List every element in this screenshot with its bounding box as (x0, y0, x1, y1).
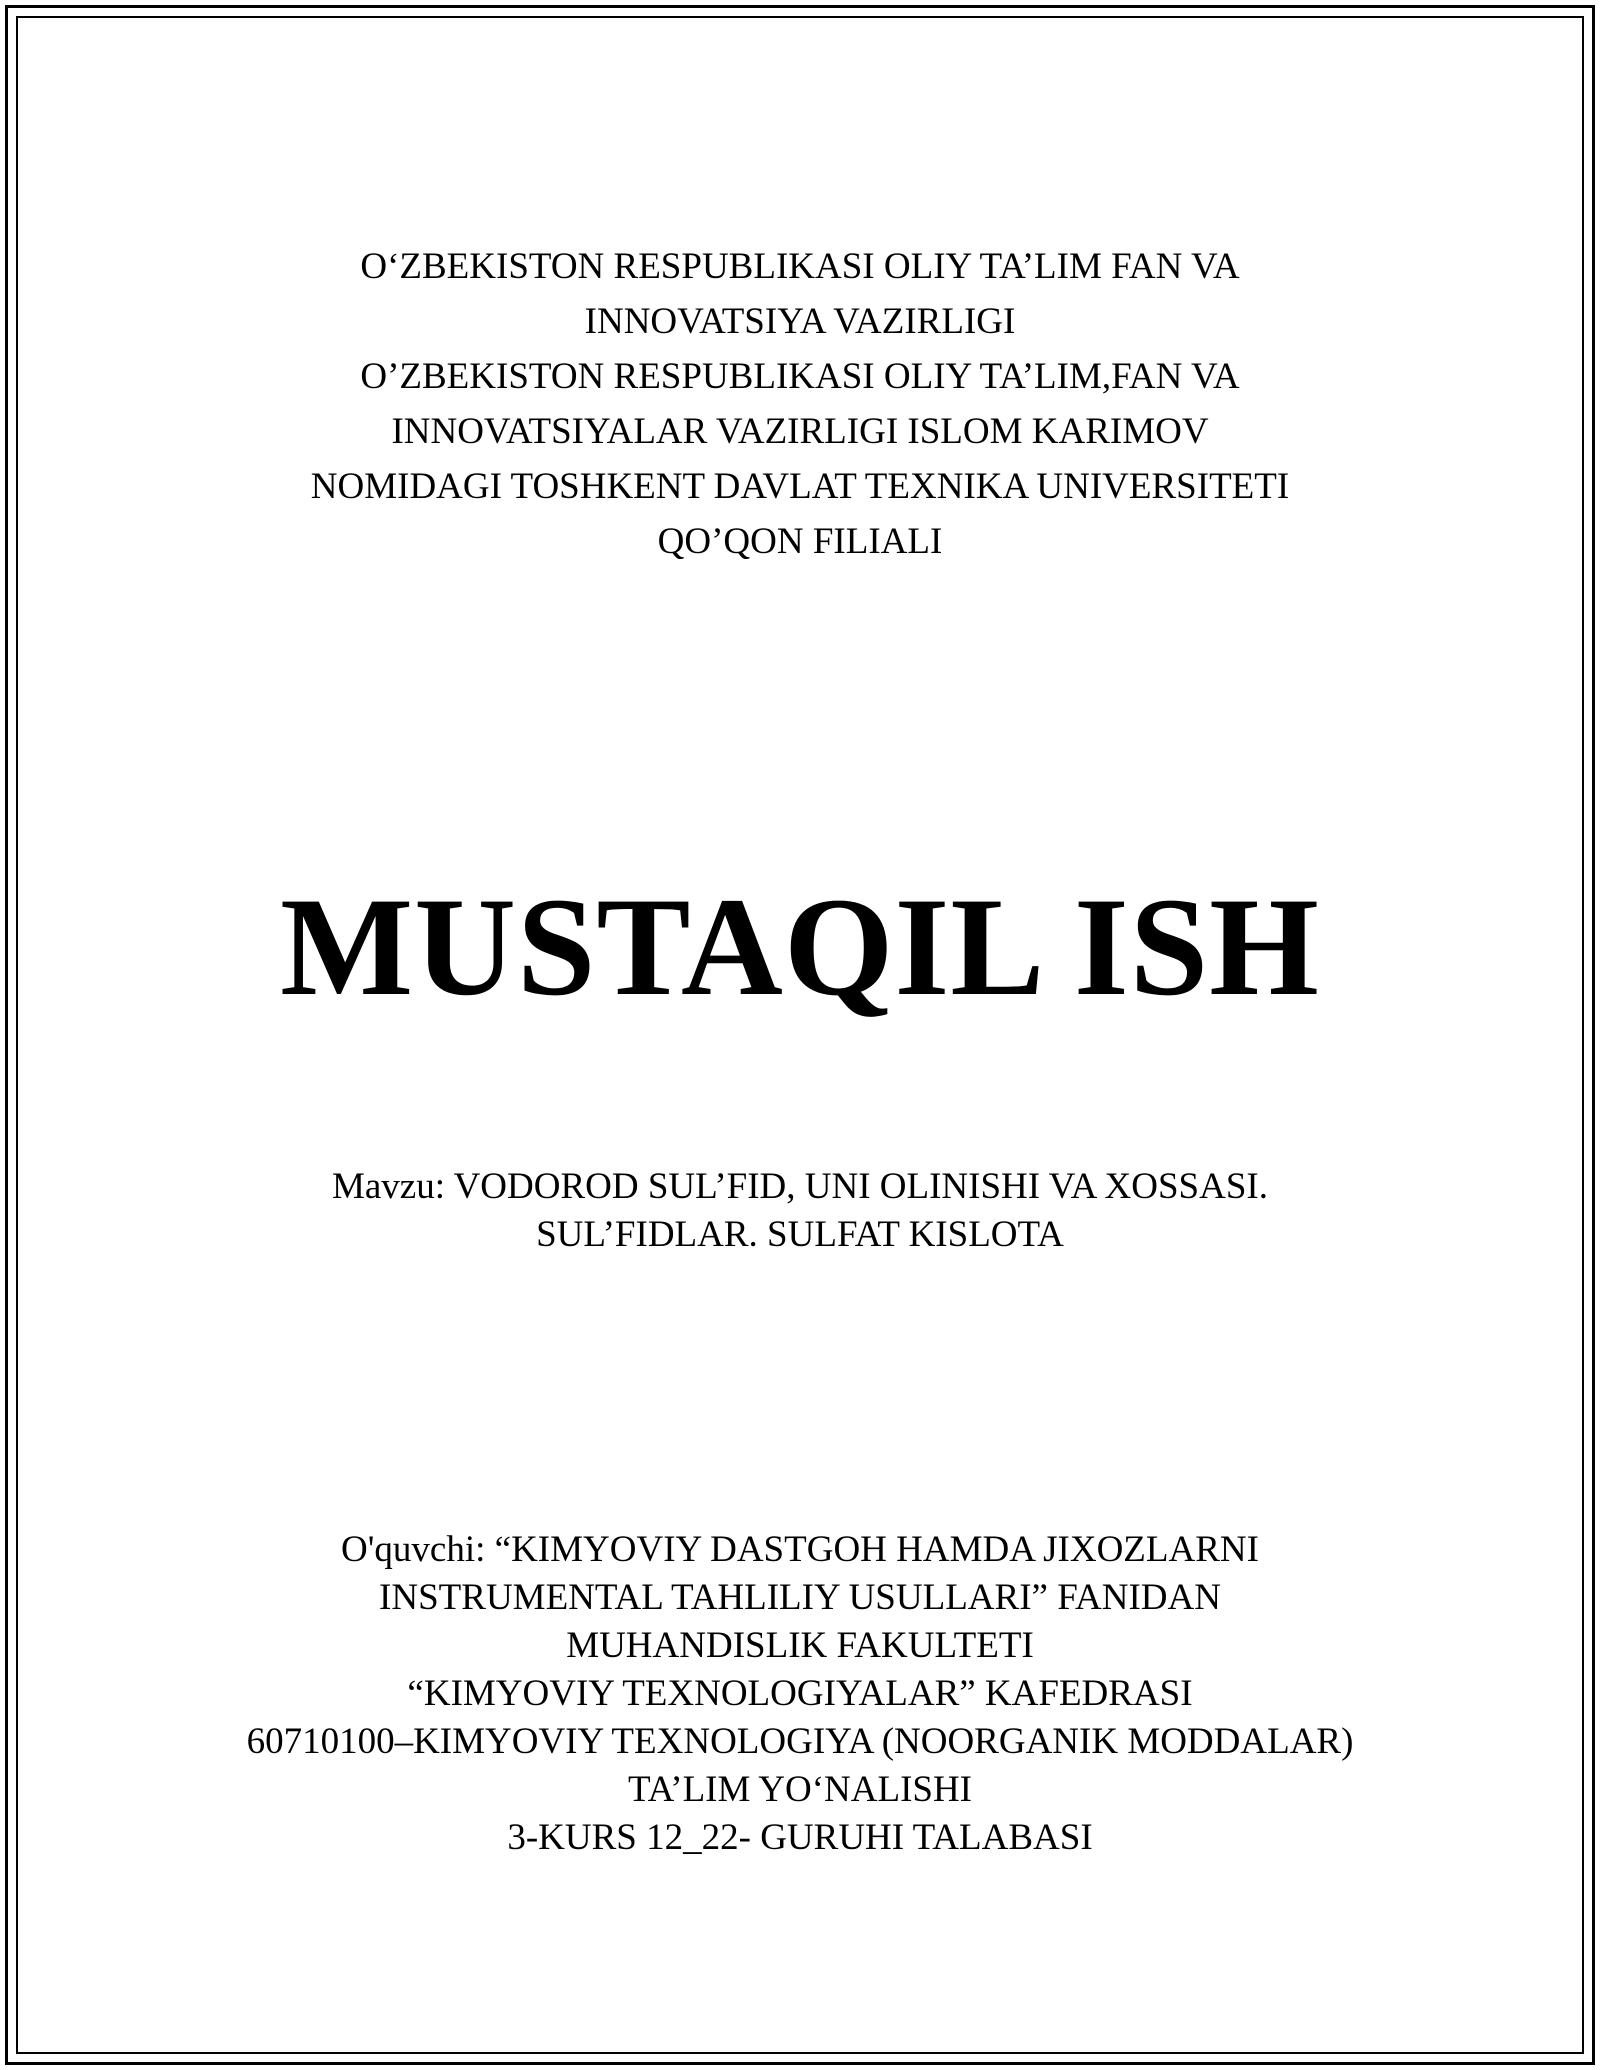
student-line: 60710100–KIMYOVIY TEXNOLOGIYA (NOORGANIK MODDALAR) (246, 1721, 1354, 1762)
institution-header (0, 239, 1600, 569)
student-line: “KIMYOVIY TEXNOLOGIYALAR” KAFEDRASI (407, 1673, 1193, 1714)
student-line: INSTRUMENTAL TAHLILIY USULLARI” FANIDAN (379, 1577, 1221, 1618)
header-line: O‘ZBEKISTON RESPUBLIKASI OLIY TA’LIM FAN VA (360, 246, 1240, 287)
student-line: O'quvchi: “KIMYOVIY DASTGOH HAMDA JIXOZLARNI (341, 1529, 1259, 1570)
header-line: QO’QON FILIALI (657, 521, 943, 562)
topic-block (0, 1163, 1600, 1259)
topic-line: SUL’FIDLAR. SULFAT KISLOTA (536, 1214, 1064, 1255)
header-line: INNOVATSIYA VAZIRLIGI (584, 301, 1016, 342)
document-title: MUSTAQIL ISH (280, 869, 1320, 1025)
student-line: MUHANDISLIK FAKULTETI (566, 1625, 1034, 1666)
topic-line: Mavzu: VODOROD SUL’FID, UNI OLINISHI VA XOSSASI. (331, 1166, 1269, 1207)
header-line: O’ZBEKISTON RESPUBLIKASI OLIY TA’LIM,FAN VA (360, 356, 1240, 397)
document-title-block (0, 862, 1600, 1032)
header-line: INNOVATSIYALAR VAZIRLIGI ISLOM KARIMOV (391, 411, 1209, 452)
student-line: TA’LIM YO‘NALISHI (627, 1769, 973, 1810)
student-line: 3-KURS 12_22- GURUHI TALABASI (507, 1817, 1093, 1858)
student-info-block (0, 1526, 1600, 1862)
header-line: NOMIDAGI TOSHKENT DAVLAT TEXNIKA UNIVERSITETI (310, 466, 1290, 507)
